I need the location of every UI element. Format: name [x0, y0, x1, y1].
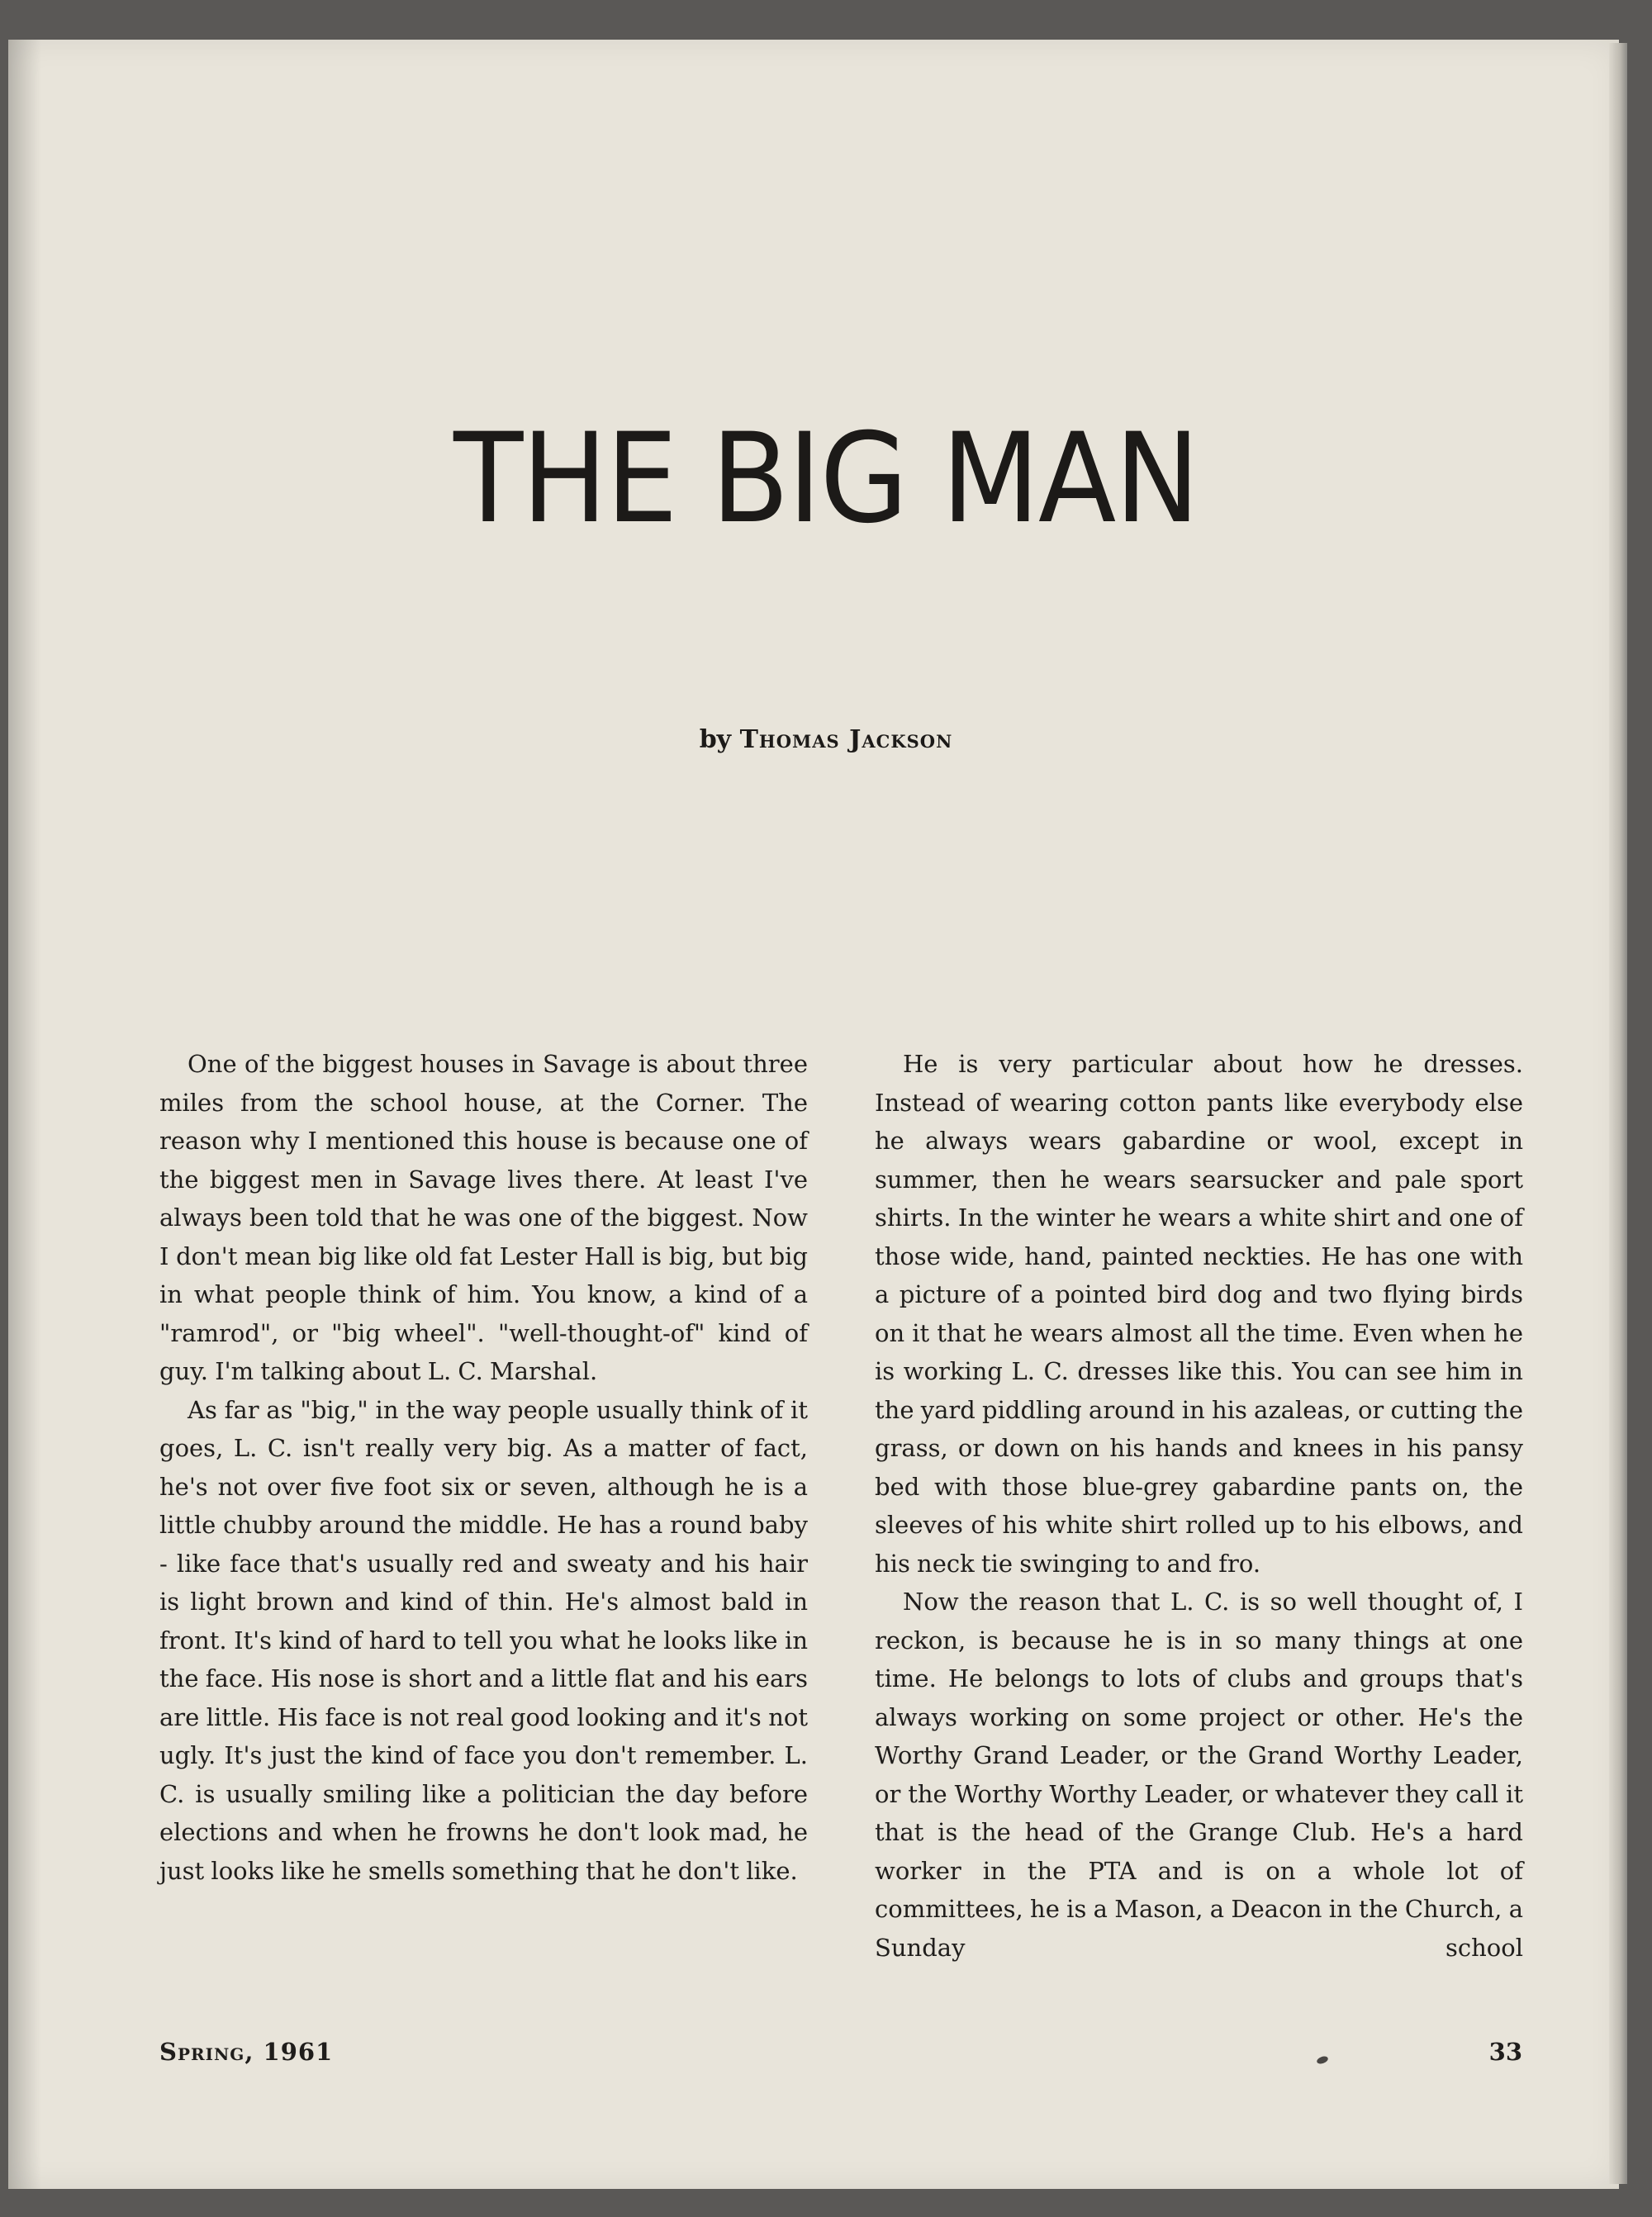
byline: [0, 725, 1652, 754]
paragraph: One of the biggest houses in Savage is about three miles from the school house, at the Corner. The reason why I mentioned this house is because one of the biggest men in Savage lives there. At least I've always been told that he was one of the biggest. Now I don't mean big like old fat Lester Hall is big, but big in what people think of him. You know, a kind of a "ramrod", or "big wheel". "well-thought-of" kind of guy. I'm talking about L. C. Marshal.: [159, 1050, 808, 1385]
page-number: 33: [1488, 2038, 1522, 2066]
left-column: [159, 1045, 808, 1890]
paragraph: Now the reason that L. C. is so well thought of, I reckon, is because he is in so many things at one time. He belongs to lots of clubs and groups that's always working on some project or other. He's the Worthy Grand Leader, or the Grand Worthy Leader, or the Worthy Worthy Leader, or whatever they call it that is the head of the Grange Club. He's a hard worker in the PTA and is on a whole lot of committees, he is a Mason, a Deacon in the Church, a Sunday school: [875, 1588, 1523, 1962]
right-column: [875, 1045, 1523, 1967]
article-title: THE BIG MAN: [453, 407, 1199, 551]
binding-shadow: [8, 40, 41, 2189]
issue-date: Spring, 1961: [159, 2038, 334, 2066]
byline-prefix: by: [699, 725, 740, 754]
author-name: Thomas Jackson: [739, 725, 953, 754]
paragraph: As far as "big," in the way people usually think of it goes, L. C. isn't really very big. As a matter of fact, he's not over five foot six or seven, although he is a little chubby around the middle. He has a round baby - like face that's usually red and sweaty and his hair is light brown and kind of thin. He's almost bald in front. It's kind of hard to tell you what he looks like in the face. His nose is short and a little flat and his ears are little. His face is not real good looking and it's not ugly. It's just the kind of face you don't remember. L. C. is usually smiling like a politician the day before elections and when he frowns he don't look mad, he just looks like he smells something that he don't like.: [159, 1395, 808, 1885]
paragraph: He is very particular about how he dresses. Instead of wearing cotton pants like everybody else he always wears gabardine or wool, except in summer, then he wears searsucker and pale sport shirts. In the winter he wears a white shirt and one of those wide, hand, painted neckties. He has one with a picture of a pointed bird dog and two flying birds on it that he wears almost all the time. Even when he is working L. C. dresses like this. You can see him in the yard piddling around in his azaleas, or cutting the grass, or down on his hands and knees in his pansy bed with those blue-grey gabardine pants on, the sleeves of his white shirt rolled up to his elbows, and his neck tie swinging to and fro.: [875, 1050, 1523, 1578]
page-edge: [1609, 43, 1627, 2184]
